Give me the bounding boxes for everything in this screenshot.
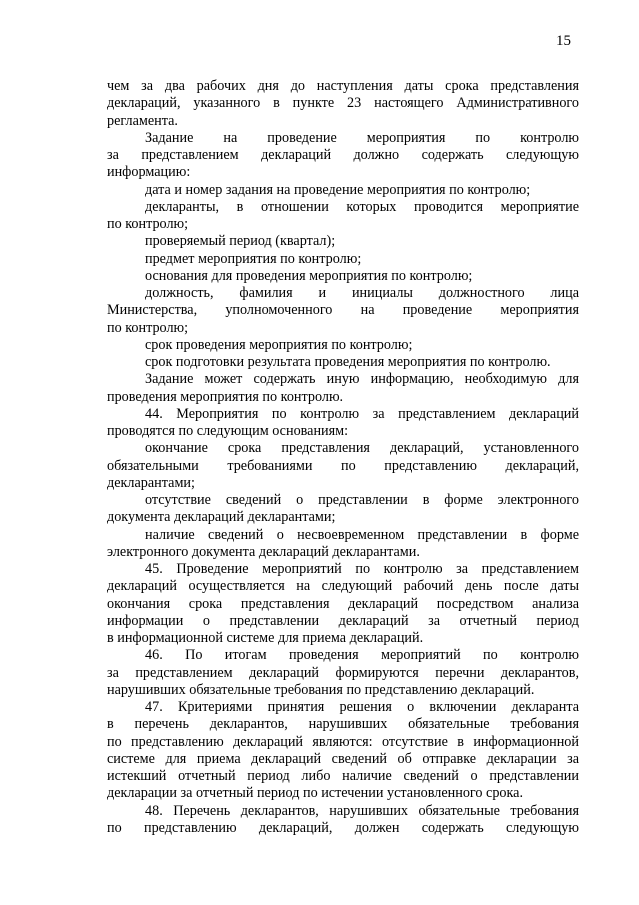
- text-line: Задание на проведение мероприятия по контролю: [145, 129, 579, 146]
- text-line: 44. Мероприятия по контролю за представлением деклараций: [145, 405, 579, 422]
- text-line: информации о представлении деклараций за отчетный период: [107, 612, 579, 629]
- document-body: [107, 78, 579, 837]
- text-line: срок проведения мероприятия по контролю;: [145, 336, 413, 353]
- text-line: 46. По итогам проведения мероприятий по контролю: [145, 647, 579, 664]
- text-line: по представлению деклараций являются: отсутствие в информационной: [107, 733, 579, 750]
- text-line: 45. Проведение мероприятий по контролю за представлением: [145, 561, 579, 577]
- text-line: отсутствие сведений о представлении в форме электронного: [145, 492, 579, 508]
- text-line: документа деклараций декларантами;: [107, 509, 336, 526]
- text-line: должность, фамилия и инициалы должностного лица: [145, 285, 579, 301]
- text-line: окончания срока представления деклараций посредством анализа: [107, 595, 579, 612]
- text-line: предмет мероприятия по контролю;: [145, 250, 362, 267]
- text-line: проведения мероприятия по контролю.: [107, 388, 344, 405]
- page-number: 15: [556, 33, 571, 49]
- text-line: декларантами;: [107, 474, 195, 491]
- text-line: обязательными требованиями по представлению деклараций,: [107, 457, 579, 474]
- text-line: в информационной системе для приема деклараций.: [107, 630, 424, 646]
- text-line: по контролю;: [107, 319, 189, 336]
- text-line: системе для приема деклараций сведений об отправке декларации за: [107, 750, 579, 767]
- text-line: за представлением деклараций формируются перечни декларантов,: [107, 664, 579, 681]
- text-line: по контролю;: [107, 216, 189, 232]
- text-line: информацию:: [107, 164, 191, 181]
- text-line: 47. Критериями принятия решения о включении декларанта: [145, 699, 579, 715]
- text-line: проводятся по следующим основаниям:: [107, 423, 349, 439]
- text-line: регламента.: [107, 112, 178, 129]
- text-line: по представлению деклараций, должен содержать следующую: [107, 819, 579, 836]
- text-line: дата и номер задания на проведение мероприятия по контролю;: [145, 181, 531, 198]
- text-line: деклараций осуществляется на следующий рабочий день после даты: [107, 578, 579, 595]
- text-line: в перечень декларантов, нарушивших обязательные требования: [107, 716, 579, 733]
- text-line: наличие сведений о несвоевременном представлении в форме: [145, 526, 579, 543]
- text-line: срок подготовки результата проведения мероприятия по контролю.: [145, 354, 551, 370]
- text-line: истекший отчетный период либо наличие сведений о представлении: [107, 768, 579, 784]
- text-line: деклараций, указанного в пункте 23 настоящего Административного: [107, 95, 579, 112]
- text-line: Задание может содержать иную информацию, необходимую для: [145, 371, 579, 388]
- text-line: проверяемый период (квартал);: [145, 233, 336, 250]
- text-line: декларации за отчетный период по истечении установленного срока.: [107, 785, 524, 802]
- text-line: нарушивших обязательные требования по представлению деклараций.: [107, 681, 535, 698]
- text-line: чем за два рабочих дня до наступления даты срока представления: [107, 78, 579, 94]
- text-line: электронного документа деклараций декларантами.: [107, 543, 420, 560]
- text-line: Министерства, уполномоченного на проведение мероприятия: [107, 302, 579, 319]
- text-line: основания для проведения мероприятия по контролю;: [145, 267, 473, 284]
- text-line: 48. Перечень декларантов, нарушивших обязательные требования: [145, 802, 579, 819]
- text-line: окончание срока представления деклараций, установленного: [145, 440, 579, 457]
- text-line: за представлением деклараций должно содержать следующую: [107, 147, 579, 163]
- text-line: декларанты, в отношении которых проводится мероприятие: [145, 198, 579, 215]
